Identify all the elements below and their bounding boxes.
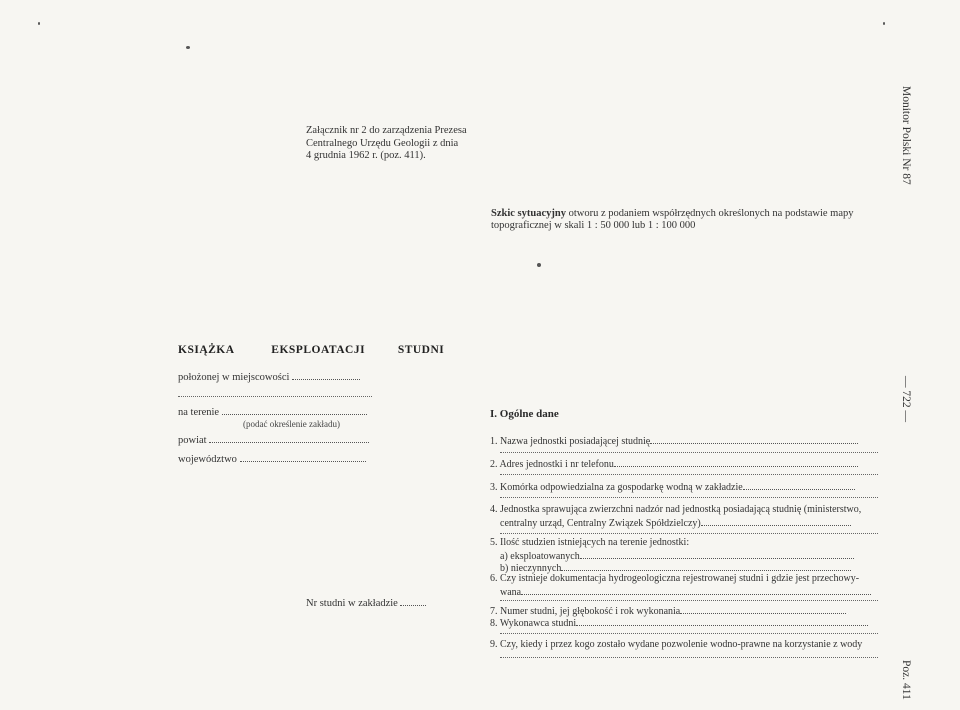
- item-3: 3. Komórka odpowiedzialna za gospodarkę wodną w zakładzie: [490, 480, 855, 493]
- item-4-cont: centralny urząd, Centralny Związek Spółdzielczy): [500, 516, 851, 529]
- located-label: położonej w miejscowości: [178, 372, 290, 383]
- item-2-continuation[interactable]: [500, 474, 878, 475]
- item-8-continuation[interactable]: [500, 633, 878, 634]
- item-5: 5. Ilość studzien istniejących na terenie jednostki:: [490, 537, 690, 548]
- annex-line-1: Załącznik nr 2 do zarządzenia Prezesa: [306, 125, 467, 136]
- item-4-continuation[interactable]: [500, 533, 878, 534]
- voivodeship-field: [178, 452, 366, 465]
- sketch-instruction: [491, 208, 891, 232]
- item-7: 7. Numer studni, jej głębokość i rok wykonania: [490, 604, 846, 617]
- area-field: [178, 405, 367, 418]
- located-dots[interactable]: [292, 370, 360, 380]
- item-5b: b) nieczynnych: [500, 561, 851, 574]
- item-7-dots[interactable]: [680, 604, 846, 614]
- scan-speck: [537, 263, 541, 267]
- scan-speck: [883, 22, 885, 25]
- annex-line-2: Centralnego Urzędu Geologii z dnia: [306, 137, 459, 149]
- item-6-cont: wana: [500, 585, 871, 598]
- sketch-text: otworu z podaniem współrzędnych określonych na podstawie mapy topograficznej w skali 1 : 50 000 lub 1 : 100 000: [491, 208, 854, 231]
- annex-note: [306, 125, 486, 163]
- item-5a-dots[interactable]: [580, 549, 854, 559]
- located-field: [178, 370, 360, 383]
- item-9: 9. Czy, kiedy i przez kogo zostało wydane pozwolenie wodno-prawne na korzystanie z wody: [490, 639, 863, 650]
- item-1-continuation[interactable]: [500, 452, 878, 453]
- item-6-dots[interactable]: [521, 585, 871, 595]
- general-data-heading: I. Ogólne dane: [490, 408, 559, 420]
- located-continuation-line[interactable]: [178, 396, 372, 397]
- item-9-continuation[interactable]: [500, 657, 878, 658]
- well-number-dots[interactable]: [400, 596, 426, 606]
- district-dots[interactable]: [209, 433, 369, 443]
- position-number: Poz. 411: [900, 660, 912, 700]
- booklet-title: [178, 344, 444, 356]
- journal-header: Monitor Polski Nr 87: [900, 86, 912, 185]
- item-2-dots[interactable]: [614, 457, 858, 467]
- district-label: powiat: [178, 435, 207, 446]
- voivodeship-dots[interactable]: [240, 452, 366, 462]
- area-dots[interactable]: [222, 405, 367, 415]
- well-number-label: Nr studni w zakładzie: [306, 598, 398, 609]
- item-6-continuation[interactable]: [500, 600, 878, 601]
- area-label: na terenie: [178, 407, 220, 418]
- title-word-3: STUDNI: [397, 344, 445, 356]
- item-1-dots[interactable]: [650, 434, 858, 444]
- annex-line-3: 4 grudnia 1962 r. (poz. 411).: [306, 150, 426, 161]
- scan-speck: [186, 46, 190, 49]
- voivodeship-label: województwo: [178, 454, 237, 465]
- district-field: [178, 433, 369, 446]
- page-number: — 722 —: [900, 376, 912, 422]
- item-6: 6. Czy istnieje dokumentacja hydrogeologiczna rejestrowanej studni i gdzie jest przechowy-: [490, 573, 860, 584]
- sketch-bold: Szkic sytuacyjny: [491, 208, 566, 219]
- item-5a: a) eksploatowanych: [500, 549, 854, 562]
- item-8: 8. Wykonawca studni: [490, 616, 868, 629]
- item-5b-dots[interactable]: [561, 561, 851, 571]
- item-3-continuation[interactable]: [500, 497, 878, 498]
- item-4: 4. Jednostka sprawująca zwierzchni nadzór nad jednostką posiadającą studnię (ministerstwo,: [490, 504, 862, 515]
- area-hint: (podać określenie zakładu): [243, 419, 340, 429]
- title-word-1: KSIĄŻKA: [178, 344, 235, 356]
- scan-speck: [38, 22, 40, 25]
- item-1: 1. Nazwa jednostki posiadającej studnię: [490, 434, 858, 447]
- title-word-2: EKSPLOATACJI: [271, 344, 366, 356]
- item-3-dots[interactable]: [743, 480, 855, 490]
- item-2: 2. Adres jednostki i nr telefonu: [490, 457, 858, 470]
- well-number-field: [306, 596, 426, 609]
- item-8-dots[interactable]: [576, 616, 868, 626]
- item-4-dots[interactable]: [701, 516, 851, 526]
